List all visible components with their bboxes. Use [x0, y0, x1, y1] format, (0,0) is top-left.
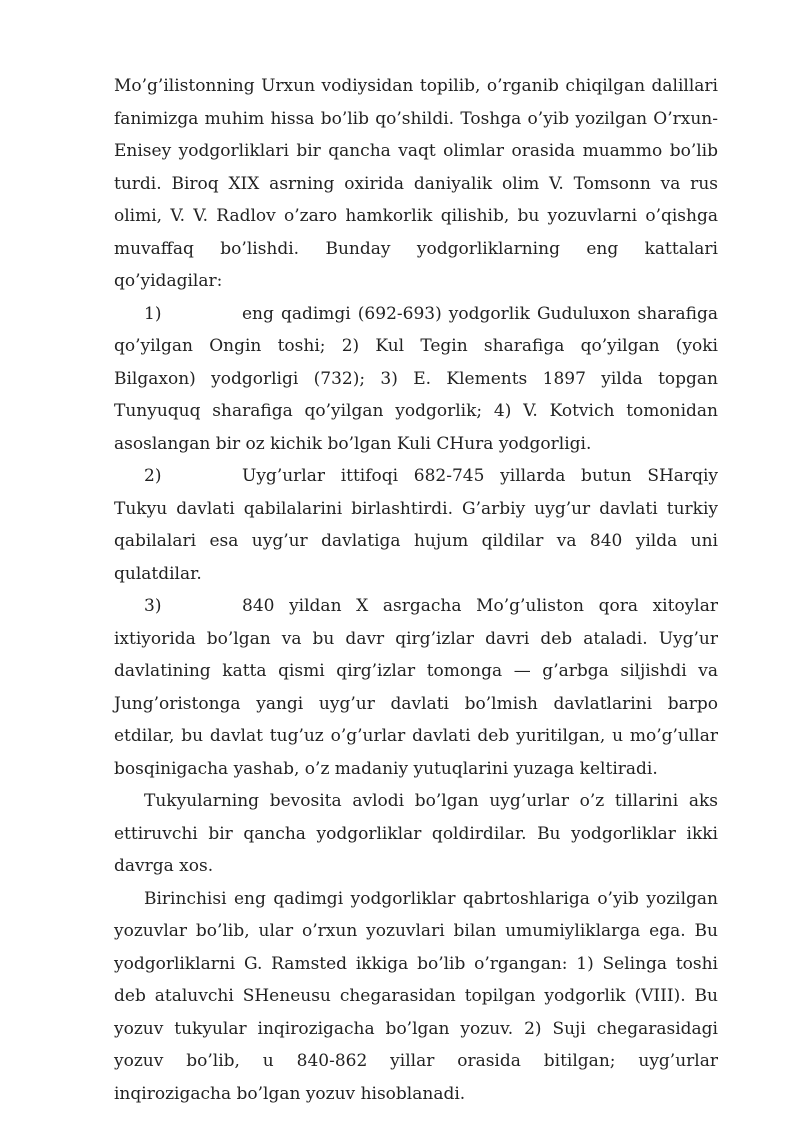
list-item-1 [114, 298, 718, 461]
list-item-2 [114, 460, 718, 590]
paragraph-intro: Mo’g’ilistonning Urxun vodiysidan topilib, o’rganib chiqilgan dalillari fanimizga muhim hissa bo’lib qo’shildi. Toshga o’yib yozilgan O’rxun-Enisey yodgorliklari bir qancha vaqt olimlar orasida muammo bo’lib turdi. Biroq XIX asrning oxirida daniyalik olim V. Tomsonn va rus olimi, V. V. Radlov o’zaro hamkorlik qilishib, bu yozuvlarni o’qishga muvaffaq bo’lishdi. Bunday yodgorliklarning eng kattalari qo’yidagilar: [114, 76, 718, 291]
list-item-number: 1) [144, 303, 162, 324]
list-item-3 [114, 590, 718, 785]
list-item-text: 840 yildan X asrgacha Mo’g’uliston qora xitoylar ixtiyorida bo’lgan va bu davr qirg’izlar davri deb ataladi. Uyg’ur davlatining katta qismi qirg’izlar tomonga — g’arbga siljishdi va Jung’oristonga yangi uyg’ur davlati bo’lmish davlatlarini barpo etdilar, bu davlat tug’uz o’g’urlar davlati deb yuritilgan, u mo’g’ullar bosqinigacha yashab, o’z madaniy yutuqlarini yuzaga keltiradi. [114, 596, 718, 779]
list-item-number: 3) [144, 596, 162, 616]
list-item-text: Uyg’urlar ittifoqi 682-745 yillarda butun SHarqiy Tukyu davlati qabilalarini birlashtirdi. G’arbiy uyg’ur davlati turkiy qabilalari esa uyg’ur davlatiga hujum qildilar va 840 yilda uni qulatdilar. [114, 466, 718, 584]
paragraph-first-period: Birinchisi eng qadimgi yodgorliklar qabrtoshlariga o’yib yozilgan yozuvlar bo’lib, ular o’rxun yozuvlari bilan umumiyliklarga ega. Bu yodgorliklarni G. Ramsted ikkiga bo’lib o’rgangan: 1) Selinga toshi deb ataluvchi SHeneusu chegarasidan topilgan yodgorlik (VIII). Bu yozuv tukyular inqirozigacha bo’lgan yozuv. 2) Suji chegarasidagi yozuv bo’lib, u 840-862 yillar orasida bitilgan; uyg’urlar inqirozigacha bo’lgan yozuv hisoblanadi. [114, 888, 718, 1104]
paragraph-tukyu-descendants: Tukyularning bevosita avlodi bo’lgan uyg’urlar o’z tillarini aks ettiruvchi bir qancha yodgorliklar qoldirdilar. Bu yodgorliklar ikki davrga xos. [114, 791, 718, 876]
list-item-number: 2) [144, 466, 162, 486]
document-page [114, 70, 718, 1110]
list-item-text: eng qadimgi (692-693) yodgorlik Guduluxon sharafiga qo’yilgan Ongin toshi; 2) Kul Tegin sharafiga qo’yilgan (yoki Bilgaxon) yodgorligi (732); 3) E. Klements 1897 yilda topgan Tunyuquq sharafiga qo’yilgan yodgorlik; 4) V. Kotvich tomonidan asoslangan bir oz kichik bo’lgan Kuli CHura yodgorligi. [114, 303, 718, 454]
